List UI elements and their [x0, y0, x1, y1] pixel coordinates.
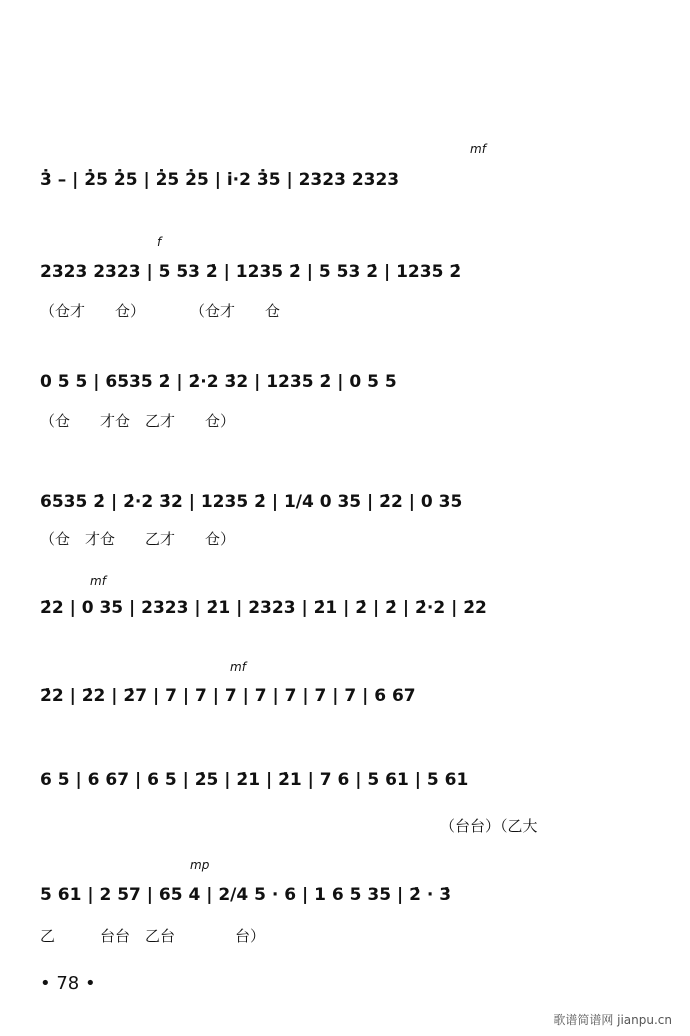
score-line-6: 2̇2 | 2̇2 | 2̇7 | 7 | 7 | 7 | 7 | 7 | 7 | 7 | 6 67 — [40, 686, 416, 706]
score-line-2: 2323 2323 | 5 53 2̇ | 1235 2̇ | 5 53 2̇ | 1235 2̇ — [40, 262, 462, 282]
score-line-7: 6 5 | 6 67 | 6 5 | 2̇5 | 2̇1 | 2̇1 | 7 6 | 5 61 | 5 61 — [40, 770, 469, 790]
lyrics-line-3: （仓 才仓 乙才 仓） — [40, 412, 236, 430]
lyrics-line-7: （台台）（乙大 — [440, 817, 538, 835]
dynamic-mp: mp — [190, 858, 210, 872]
dynamic-mf-3: mf — [230, 660, 246, 674]
dynamic-mf-1: mf — [470, 142, 486, 156]
dynamic-f: f — [157, 235, 162, 249]
lyrics-line-8: 乙 台台 乙台 台） — [40, 927, 266, 945]
score-line-4: 6535 2̇ | 2̇·2 3̇2 | 1235 2̇ | 1/4 0 35 | 2̇2 | 0 35 — [40, 492, 463, 512]
watermark: 歌谱简谱网 jianpu.cn — [553, 1013, 672, 1027]
score-line-5: 2̇2 | 0 35 | 2323 | 2̇1 | 2323 | 2̇1 | 2̇ | 2̇ | 2̇·2 | 2̇2 — [40, 598, 487, 618]
score-line-1: 3̇ – | 2̇5 2̇5 | 2̇5 2̇5 | i·2 3̇5 | 2323 2323 — [40, 170, 400, 190]
score-line-8: 5 61 | 2 57 | 65 4 | 2/4 5 · 6 | 1 6 5 35 | 2̇ · 3̇ — [40, 885, 452, 905]
page-number: • 78 • — [40, 973, 96, 994]
dynamic-mf-2: mf — [90, 574, 106, 588]
lyrics-line-4: （仓 才仓 乙才 仓） — [40, 530, 236, 548]
score-line-3: 0 5 5 | 6535 2̇ | 2̇·2 3̇2 | 1235 2̇ | 0 5 5 — [40, 372, 397, 392]
lyrics-line-2: （仓才 仓） （仓才 仓 — [40, 302, 281, 320]
